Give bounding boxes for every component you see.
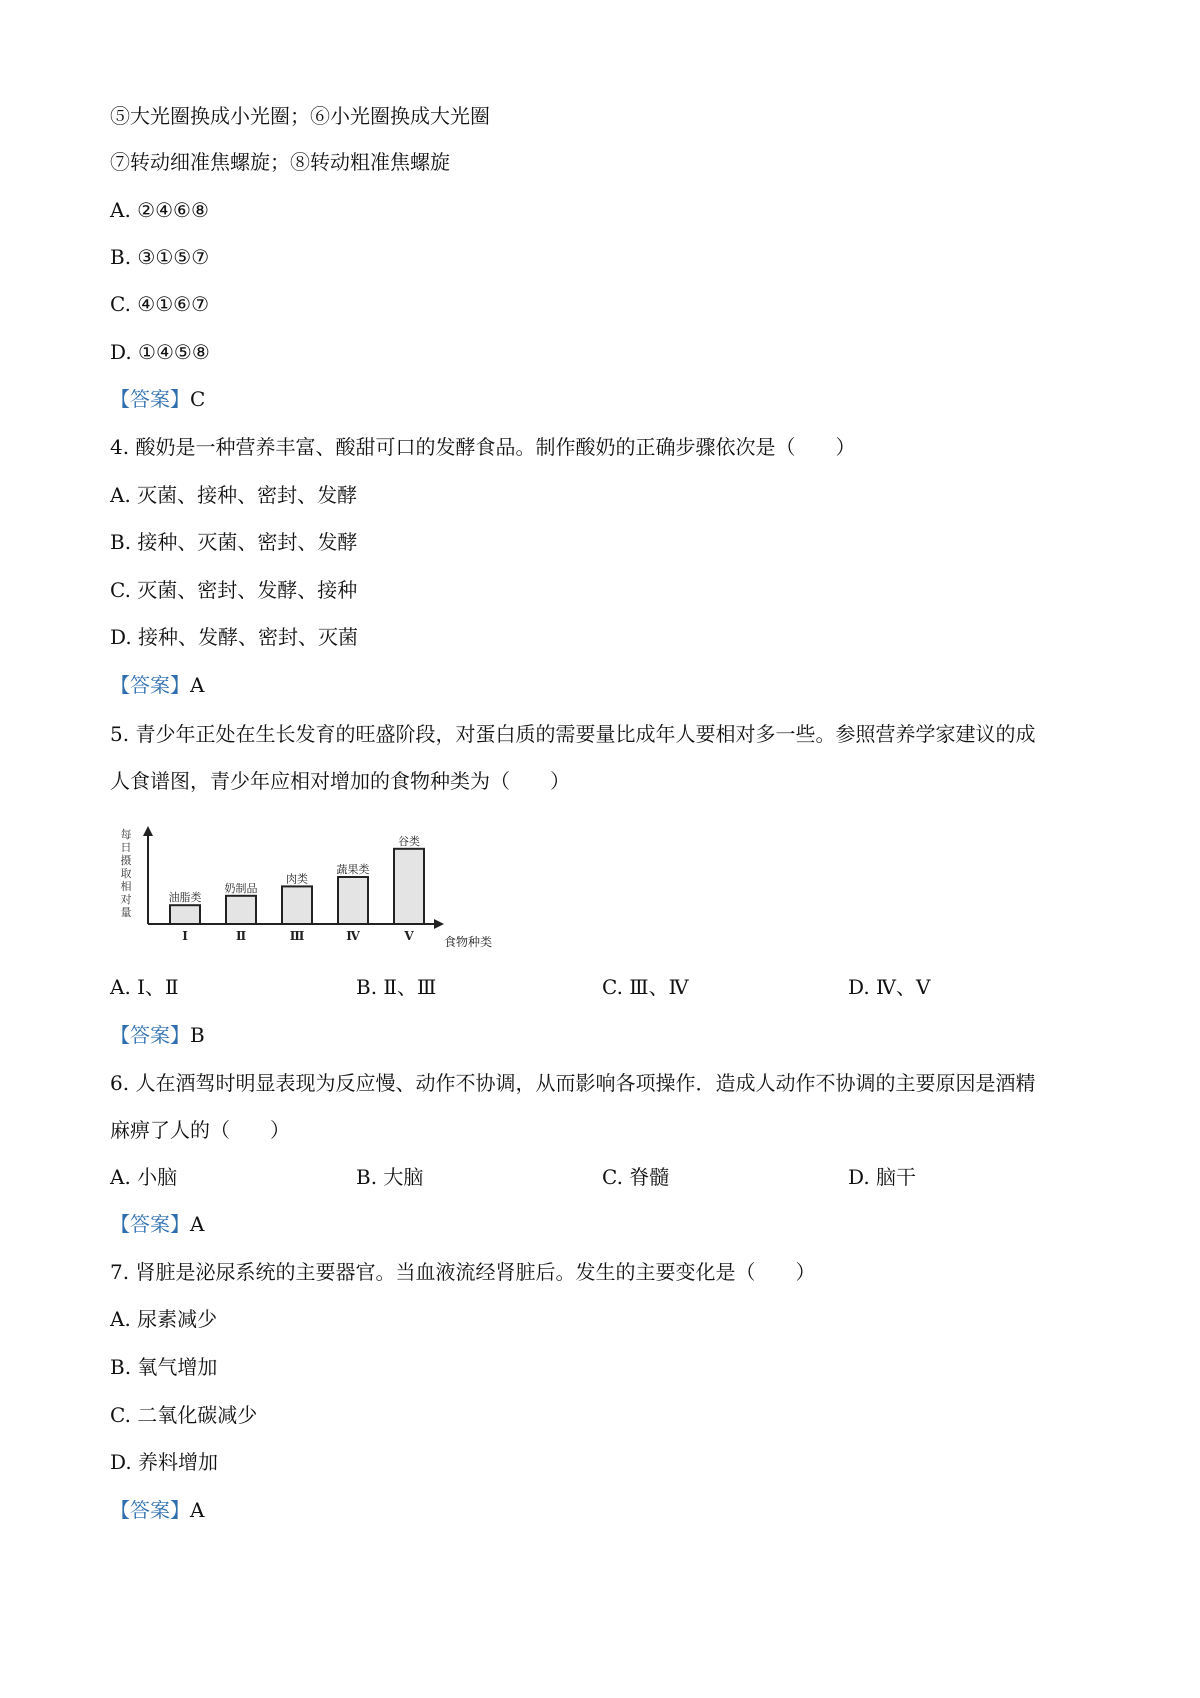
y-axis-label-char: 量 bbox=[120, 906, 132, 919]
q5-stem-line1: 5. 青少年正处在生长发育的旺盛阶段，对蛋白质的需要量比成年人要相对多一些。参照营养学家建议的成 bbox=[110, 722, 1036, 746]
x-axis-label: 食物种类 bbox=[443, 935, 493, 949]
q3-option-b: B. ③①⑤⑦ bbox=[110, 245, 210, 269]
answer-tag: 【答案】 bbox=[110, 673, 190, 697]
q7-answer bbox=[110, 1496, 204, 1524]
answer-value: A bbox=[190, 1498, 205, 1522]
condition-line-7-8: ⑦转动细准焦螺旋；⑧转动粗准焦螺旋 bbox=[110, 150, 450, 174]
x-tick-label: Ⅰ bbox=[182, 929, 188, 943]
q3-answer bbox=[110, 385, 205, 413]
q6-option-a: A. 小脑 bbox=[110, 1165, 178, 1189]
bar bbox=[394, 849, 424, 924]
x-tick-label: Ⅲ bbox=[289, 929, 305, 943]
answer-value: C bbox=[190, 387, 206, 411]
answer-tag: 【答案】 bbox=[110, 1498, 190, 1522]
q7-stem: 7. 肾脏是泌尿系统的主要器官。当血液流经肾脏后。发生的主要变化是（ ） bbox=[110, 1260, 816, 1284]
y-axis-label-char: 摄 bbox=[120, 854, 132, 867]
bar-label: 蔬果类 bbox=[336, 863, 370, 876]
bar bbox=[226, 896, 256, 924]
y-axis-label-char: 每 bbox=[120, 828, 132, 841]
y-axis-label-char: 日 bbox=[120, 841, 132, 854]
bar bbox=[282, 886, 312, 924]
q6-stem-line1: 6. 人在酒驾时明显表现为反应慢、动作不协调，从而影响各项操作．造成人动作不协调的主要原因是酒精 bbox=[110, 1071, 1036, 1095]
q7-option-d: D. 养料增加 bbox=[110, 1450, 219, 1474]
q4-option-d: D. 接种、发酵、密封、灭菌 bbox=[110, 625, 359, 649]
q6-option-d: D. 脑干 bbox=[848, 1165, 917, 1189]
bar bbox=[338, 877, 368, 924]
q4-answer bbox=[110, 671, 204, 699]
q5-option-b: B. Ⅱ、Ⅲ bbox=[356, 975, 437, 999]
q7-option-c: C. 二氧化碳减少 bbox=[110, 1403, 258, 1427]
bar-label: 肉类 bbox=[286, 872, 308, 886]
q5-option-c: C. Ⅲ、Ⅳ bbox=[602, 975, 689, 999]
q4-option-a: A. 灭菌、接种、密封、发酵 bbox=[110, 483, 358, 507]
q3-option-d: D. ①④⑤⑧ bbox=[110, 340, 210, 364]
answer-value: B bbox=[190, 1023, 205, 1047]
q3-option-c: C. ④①⑥⑦ bbox=[110, 292, 210, 316]
condition-line-5-6: ⑤大光圈换成小光圈；⑥小光圈换成大光圈 bbox=[110, 104, 490, 128]
bar-label: 奶制品 bbox=[224, 881, 258, 895]
x-tick-label: Ⅱ bbox=[235, 929, 247, 943]
answer-tag: 【答案】 bbox=[110, 1023, 190, 1047]
x-tick-label: Ⅴ bbox=[404, 929, 414, 943]
bar-label: 谷类 bbox=[398, 834, 420, 848]
q5-option-a: A. Ⅰ、Ⅱ bbox=[110, 975, 179, 999]
q7-option-b: B. 氧气增加 bbox=[110, 1355, 218, 1379]
bar bbox=[170, 905, 200, 924]
q4-stem: 4. 酸奶是一种营养丰富、酸甜可口的发酵食品。制作酸奶的正确步骤依次是（ ） bbox=[110, 435, 856, 459]
answer-value: A bbox=[190, 1212, 205, 1236]
q7-option-a: A. 尿素减少 bbox=[110, 1307, 218, 1331]
y-axis-arrow bbox=[143, 826, 153, 836]
q6-option-b: B. 大脑 bbox=[356, 1165, 424, 1189]
food-intake-bar-chart bbox=[112, 820, 522, 960]
bar-label: 油脂类 bbox=[168, 891, 202, 905]
answer-tag: 【答案】 bbox=[110, 387, 190, 411]
q6-answer bbox=[110, 1210, 204, 1238]
y-axis-label-char: 相 bbox=[120, 880, 132, 893]
x-tick-label: Ⅳ bbox=[346, 929, 360, 943]
y-axis-label-char: 取 bbox=[120, 867, 132, 880]
answer-tag: 【答案】 bbox=[110, 1212, 190, 1236]
q5-option-d: D. Ⅳ、Ⅴ bbox=[848, 975, 931, 999]
q3-option-a: A. ②④⑥⑧ bbox=[110, 198, 209, 222]
q6-option-c: C. 脊髓 bbox=[602, 1165, 670, 1189]
q5-stem-line2: 人食谱图，青少年应相对增加的食物种类为（ ） bbox=[110, 769, 570, 793]
q6-stem-line2: 麻痹了人的（ ） bbox=[110, 1118, 290, 1142]
answer-value: A bbox=[190, 673, 205, 697]
x-axis-arrow bbox=[434, 919, 444, 929]
y-axis-label-char: 对 bbox=[120, 893, 132, 906]
q4-option-c: C. 灭菌、密封、发酵、接种 bbox=[110, 578, 358, 602]
q4-option-b: B. 接种、灭菌、密封、发酵 bbox=[110, 530, 358, 554]
q5-answer bbox=[110, 1021, 205, 1049]
